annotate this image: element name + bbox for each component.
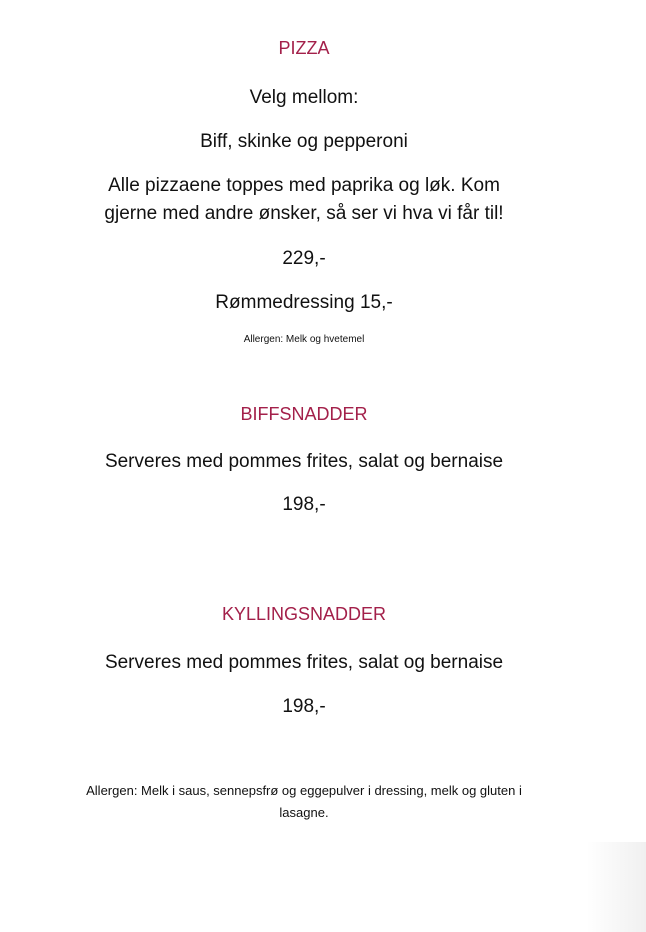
page-shadow-corner <box>586 842 646 932</box>
pizza-allergen: Allergen: Melk og hvetemel <box>243 334 365 345</box>
pizza-options: Biff, skinke og pepperoni <box>200 131 408 152</box>
pizza-choose-label: Velg mellom: <box>249 87 359 108</box>
pizza-extra-dressing: Rømmedressing 15,- <box>215 292 393 313</box>
pizza-heading: PIZZA <box>278 38 330 58</box>
kyllingsnadder-price: 198,- <box>282 696 326 717</box>
biffsnadder-price: 198,- <box>282 494 326 515</box>
pizza-description-line2: gjerne med andre ønsker, så ser vi hva vi får til! <box>104 203 504 224</box>
footer-allergen: Allergen: Melk i saus, sennepsfrø og eggepulver i dressing, melk og gluten i lasagne. <box>86 783 522 820</box>
kyllingsnadder-heading: KYLLINGSNADDER <box>221 604 387 624</box>
pizza-description-line1: Alle pizzaene toppes med paprika og løk. Kom <box>108 175 500 196</box>
biffsnadder-heading: BIFFSNADDER <box>240 404 368 424</box>
biffsnadder-description: Serveres med pommes frites, salat og bernaise <box>104 451 504 472</box>
pizza-price: 229,- <box>282 248 326 269</box>
kyllingsnadder-description: Serveres med pommes frites, salat og bernaise <box>104 652 504 673</box>
